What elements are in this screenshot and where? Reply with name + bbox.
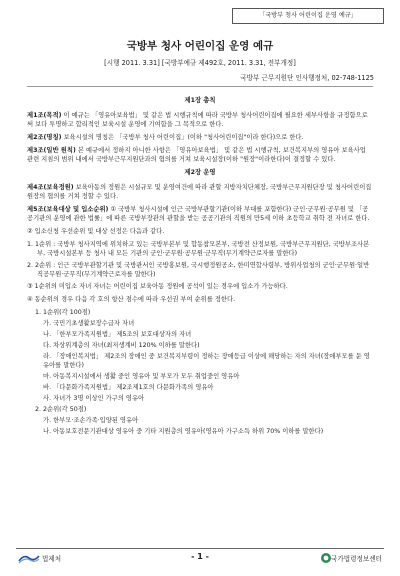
- list-item: 1. 1순위 : 국방부 청사지역에 위치하고 있는 국방부본부 및 합동참모본부, 국방전 산정보원, 국방부근무지원단, 국방부조사본부, 국방시설본부 등 청사 내 모든 기관의 군인·군무원·공무원·군무직(무기계약근로자를 말한다): [27, 241, 370, 257]
- list-item: 사. 자녀가 3명 이상인 가구의 영유아: [43, 395, 145, 402]
- list-item: 다. 차상위계층의 자녀(최저생계비 120% 이하를 말한다): [43, 342, 200, 349]
- list-item: 바. 「다문화가족지원법」 제2조제1호의 다문화가족의 영유아: [43, 384, 214, 391]
- article-heading: 제1조(목적): [27, 112, 62, 119]
- article-text: ① 국방부 청사시설에 인근 국방부관할기관(이하 부대를 포함한다) 군인·군무원·공무원 및 「공공기관의 운영에 관한 법률」에 따른 국방부장관의 관할을 받는 공공기관의 직원의 만5세 이하 초등학교 취학 전 자녀로 한다.: [27, 206, 370, 222]
- paragraph: ③ 1순위의 미입소 자녀 자녀는 어린이집 보육아동 정원에 공석이 있는 경우에 입소가 가능하다.: [27, 283, 288, 290]
- list-item: 2. 2순위 : 인근 국방부관할기관 및 국방관서인 국방홍보원, 국시행정원공소, 한미연합사령부, 방위사업청의 군인·군무원·일반직공무원·군무직(무기계약근로자를 말한다): [27, 262, 370, 278]
- list-item: 나. 「한부모가족지원법」 제5조의 보호대상자의 자녀: [43, 331, 192, 338]
- article-text: 본 예규에서 정하지 아니한 사항은 「영유아보육법」 및 같은 법 시행규칙, 보건복지부의 영유아 보육사업 관련 지침의 범위 내에서 국방부근무지원단과의 협의를 거쳐 보육시설장(이하 "원장"이라한다)이 결정할 수 있다.: [27, 147, 366, 163]
- article-3: [27, 146, 373, 164]
- title-divider: [27, 86, 373, 87]
- list-item: 라. 「장애인복지법」 제2조의 장애인 중 보건복지부령이 정하는 장애등급 이상에 해당하는 자의 자녀(장애부모를 둔 영유아를 말한다): [43, 353, 370, 369]
- document-title: 국방부 청사 어린이집 운영 예규: [126, 40, 274, 52]
- article-text: 보육아동의 정원은 시설규모 및 운영여건에 따라 관할 지방자치단체장, 국방부근무지원단장 및 청사어린이집 원장의 협의를 거쳐 정할 수 있다.: [27, 184, 372, 200]
- document-body: [27, 96, 373, 438]
- list-item: 1. 1순위(각 100점): [35, 309, 91, 316]
- article-heading: 제3조(일반 원칙): [27, 147, 76, 154]
- article-2: [27, 133, 373, 142]
- department-contact: 국방부 근무지원단 인사행정처, 02-748-1125: [240, 74, 374, 82]
- list-item: 가. 국민기초생활보장수급자 자녀: [43, 320, 135, 327]
- paragraph: ④ 동순위의 경우 다음 각 호의 항산 점수에 따라 우선권 부여 순위를 정한다.: [27, 296, 236, 303]
- article-heading: 제4조(보육정원): [27, 184, 74, 191]
- article-heading: 제5조(보육대상 및 입소순위): [27, 206, 109, 213]
- article-1: [27, 111, 373, 129]
- article-text: 보육시설의 명칭은 「국방부 청사 어린이집」(이하 "청사어린이집"이라 한다)으로 한다.: [61, 134, 304, 141]
- list-item: 2. 2순위(각 50점): [35, 406, 87, 413]
- chapter-heading: 제2장 운영: [184, 169, 216, 176]
- footer-publisher: 법제처: [42, 555, 62, 563]
- list-item: 마. 아동복지시설에서 생활 중인 영유아 및 부모가 모두 취업중인 영유아: [43, 373, 240, 380]
- list-item: 가. 한부모·조손가족·입양된 영유아: [43, 417, 139, 424]
- article-text: 이 예규는 「영유아보육법」 및 같은 법 시행규칙에 따라 국방부 청사어린이집에 필요한 세부사항을 규정함으로써 보다 투명하고 합리적인 보육시설 운영에 기여함을 그 목적으로 한다.: [27, 112, 368, 128]
- enactment-info: [시행 2011. 3.31] [국방부예규 제492호, 2011. 3.31, 전부개정]: [104, 59, 296, 67]
- footer-divider: [16, 548, 384, 549]
- chapter-heading: 제1장 총칙: [184, 97, 216, 104]
- document-header-tag: 「국방부 청사 어린이집 운영 예규」: [232, 8, 384, 24]
- article-4: [27, 183, 373, 201]
- footer-source: 국가법령정보센터: [331, 555, 382, 563]
- article-5: [27, 205, 373, 223]
- paragraph: ② 입소신청 우선순위 및 대상 선정은 다음과 같다.: [27, 228, 165, 235]
- page-number: - 1 -: [191, 552, 209, 561]
- list-item: 나. 아동보호전문기관대상 영유아 중 기타 지원층의 영유아(영유아 가구소득 하위 70% 이하를 말한다): [43, 428, 324, 435]
- article-heading: 제2조(명칭): [27, 134, 62, 141]
